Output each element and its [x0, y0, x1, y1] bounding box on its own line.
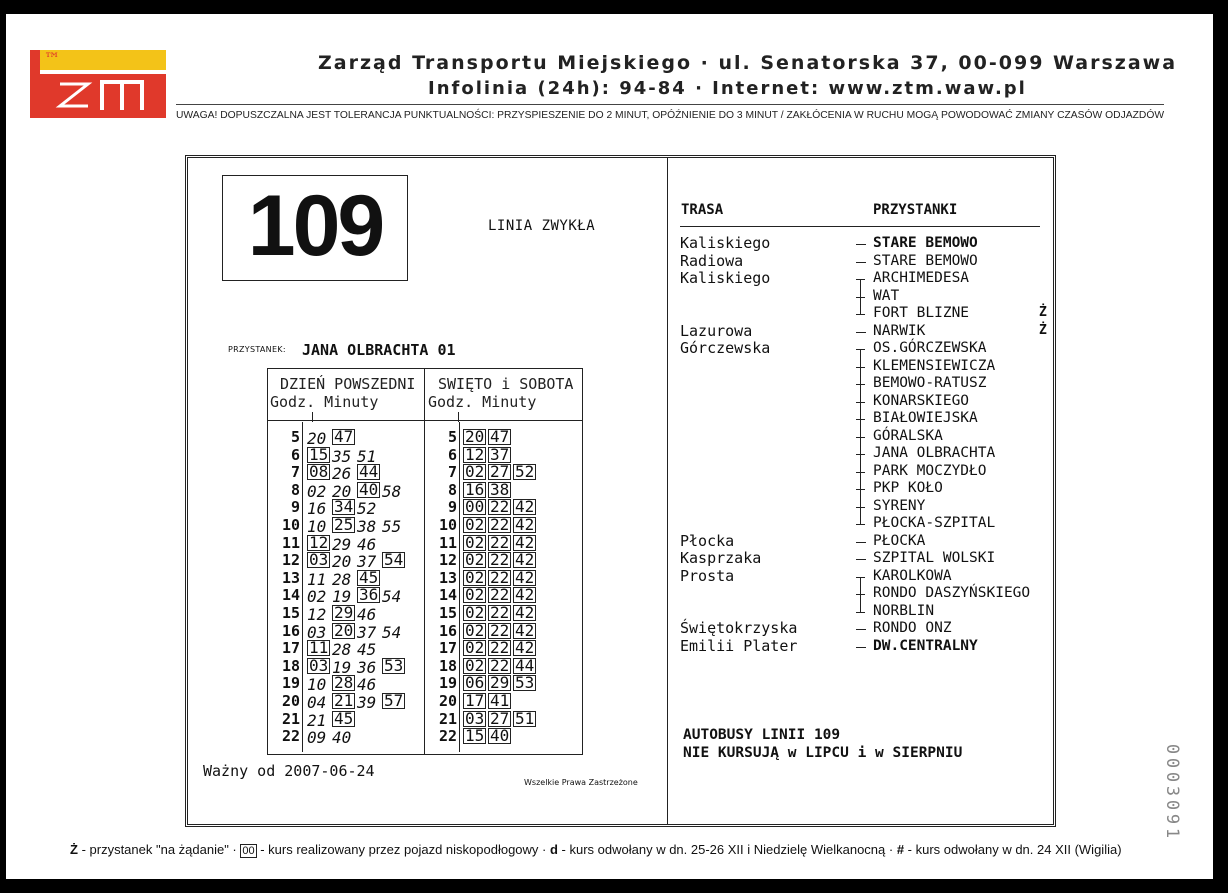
route-stop: PARK MOCZYDŁO	[873, 462, 987, 479]
line-type: LINIA ZWYKŁA	[488, 218, 596, 234]
departure-minute-low-floor: 03	[309, 655, 329, 675]
departure-minute: 46	[357, 675, 377, 695]
departure-minute-low-floor: 15	[309, 444, 329, 464]
departure-minute: 10	[307, 675, 327, 695]
departure-minute: 35	[332, 446, 352, 466]
route-stop: ARCHIMEDESA	[873, 270, 970, 286]
route-stop: GÓRALSKA	[873, 427, 943, 444]
serial-digit: 0	[1162, 743, 1182, 755]
route-stop: BIAŁOWIEJSKA	[873, 410, 978, 426]
departure-minute: 28	[332, 569, 352, 589]
departure-hour: 21	[438, 709, 457, 728]
departure-hour: 14	[281, 586, 300, 605]
departure-hour: 8	[447, 480, 457, 499]
route-connector	[856, 244, 866, 245]
departure-minute-low-floor: 42	[515, 497, 535, 517]
route-connector-tick	[856, 349, 865, 350]
departure-minute-low-floor: 36	[359, 585, 379, 605]
legend-z-text: - przystanek "na żądanie" ·	[77, 842, 241, 857]
departure-minute-low-floor: 29	[490, 673, 510, 693]
route-heading: TRASA	[681, 202, 724, 218]
departure-minute-low-floor: 11	[309, 638, 329, 658]
stop-label: PRZYSTANEK:	[228, 345, 286, 354]
departure-minute-low-floor: 29	[334, 603, 354, 622]
departure-minute-low-floor: 57	[384, 691, 404, 710]
departure-hour: 6	[290, 445, 300, 464]
scan-border-left	[0, 0, 6, 893]
departure-hour: 7	[447, 463, 457, 482]
route-street: Lazurowa	[680, 321, 753, 340]
org-address: Zarząd Transportu Miejskiego · ul. Senatorska 37, 00-099 Warszawa	[318, 52, 1178, 74]
route-stop: BEMOWO-RATUSZ	[873, 375, 987, 391]
route-street: Kaliskiego	[680, 269, 771, 287]
departure-minute: 54	[382, 622, 402, 642]
route-connector	[856, 262, 866, 263]
departure-minute-low-floor: 22	[490, 620, 510, 640]
departure-minute: 55	[382, 517, 402, 536]
departure-minute: 09	[307, 728, 327, 748]
departure-hour: 10	[281, 516, 300, 534]
route-connector	[856, 332, 866, 333]
route-connector-tick	[856, 402, 865, 403]
route-connector-tick	[856, 367, 865, 368]
route-header-divider	[680, 226, 1040, 227]
legend-hash-text: - kurs odwołany w dn. 24 XII (Wigilia)	[904, 842, 1122, 857]
departure-hour: 16	[281, 621, 300, 640]
departure-minute-low-floor: 34	[334, 497, 354, 517]
departure-hour: 16	[438, 621, 457, 640]
departure-minute: 11	[307, 569, 327, 589]
route-stop: STARE BEMOWO	[873, 235, 978, 251]
departure-minute-low-floor: 44	[359, 462, 379, 482]
departure-hour: 10	[438, 516, 457, 534]
departure-minute-low-floor: 21	[334, 691, 354, 710]
legend-box-text: - kurs realizowany przez pojazd niskopodłogowy ·	[256, 842, 550, 857]
punctuality-warning: UWAGA! DOPUSZCZALNA JEST TOLERANCJA PUNKTUALNOŚCI: PRZYSPIESZENIE DO 2 MINUT, OPÓŹNIENIE DO 3 MINUT / ZAKŁÓCENIA W RUCHU MOGĄ POWODOWAĆ ZMIANY CZASÓW ODJAZDÓW	[176, 110, 1165, 121]
departure-minute-low-floor: 40	[359, 479, 379, 499]
departure-hour: 22	[281, 727, 300, 746]
route-stop: WAT	[873, 287, 900, 304]
departure-minute-low-floor: 22	[490, 585, 510, 605]
departure-hour: 9	[290, 498, 300, 517]
departure-minute-low-floor: 25	[334, 515, 354, 534]
departure-minute-low-floor: 47	[334, 427, 354, 446]
route-stop: PŁOCKA	[873, 532, 926, 549]
holiday-subheading: Godz. Minuty	[428, 393, 537, 411]
departure-minute: 38	[357, 517, 377, 536]
route-connector-tick	[856, 419, 865, 420]
route-connector-tick	[856, 594, 865, 595]
departure-minute-low-floor: 42	[515, 585, 535, 605]
route-connector-tick	[856, 454, 865, 455]
departure-minute-low-floor: 15	[465, 726, 485, 746]
ztm-logo	[30, 50, 166, 118]
route-connector-tick	[856, 314, 865, 315]
table-header-divider	[267, 420, 583, 421]
departure-hour: 17	[281, 639, 300, 658]
departure-minute-low-floor: 42	[515, 620, 535, 640]
departure-hour: 21	[281, 709, 300, 728]
departure-minute-low-floor: 22	[490, 532, 510, 552]
departure-hour: 9	[447, 498, 457, 517]
serial-number	[1160, 742, 1184, 840]
route-street: Płocka	[680, 531, 735, 550]
departure-minute-low-floor: 02	[465, 638, 485, 658]
route-connector-tick	[856, 489, 865, 490]
route-connector-tick	[856, 507, 865, 508]
serial-digit: 0	[1162, 757, 1182, 769]
departure-minute-low-floor: 47	[490, 427, 510, 446]
departure-minute-low-floor: 02	[465, 620, 485, 640]
departure-minute-low-floor: 20	[334, 620, 354, 640]
departure-minute-low-floor: 02	[465, 567, 485, 587]
route-stop: DW.CENTRALNY	[873, 637, 978, 654]
departure-minute-low-floor: 22	[490, 567, 510, 587]
departure-minute: 37	[357, 622, 377, 642]
departure-minute: 19	[332, 657, 352, 677]
frame-divider	[667, 157, 668, 825]
route-connector-tick	[856, 297, 865, 298]
route-stop: RONDO DASZYŃSKIEGO	[873, 585, 1031, 601]
departure-hour: 7	[290, 463, 300, 482]
departure-minute: 10	[307, 517, 327, 536]
departure-minute-low-floor: 02	[465, 515, 485, 534]
departure-minute-low-floor: 54	[384, 550, 404, 570]
departure-minute: 37	[357, 552, 377, 572]
departure-minute: 03	[307, 622, 327, 642]
legend-d-symbol: d	[549, 842, 558, 857]
departure-minute-low-floor: 51	[515, 708, 535, 728]
departure-minute-low-floor: 12	[465, 444, 485, 464]
departure-minute-low-floor: 42	[515, 532, 535, 552]
legend-d-text: - kurs odwołany w dn. 25-26 XII i Niedzielę Wielkanocną ·	[557, 842, 897, 857]
serial-digit: 1	[1162, 827, 1182, 839]
departure-minute-low-floor: 44	[515, 655, 535, 675]
departure-minute: 12	[307, 605, 327, 624]
season-note-line2: NIE KURSUJĄ w LIPCU i w SIERPNIU	[683, 745, 963, 761]
departure-minute: 28	[332, 640, 352, 660]
departure-minute: 52	[357, 499, 377, 519]
departure-minute: 20	[332, 552, 352, 572]
route-street: Górczewska	[680, 339, 771, 357]
route-connector-tick	[856, 524, 865, 525]
departure-minute-low-floor: 02	[465, 532, 485, 552]
route-connector-tick	[856, 437, 865, 438]
departure-minute: 54	[382, 587, 402, 607]
departure-minute-low-floor: 02	[465, 550, 485, 570]
departure-minute-low-floor: 22	[490, 497, 510, 517]
departure-minute: 46	[357, 534, 377, 554]
departure-minute-low-floor: 41	[490, 691, 510, 710]
hour-tick	[458, 412, 459, 422]
departure-minute-low-floor: 42	[515, 603, 535, 622]
departure-minute-low-floor: 40	[490, 726, 510, 746]
table-column-divider	[424, 368, 425, 755]
departure-minute: 16	[307, 499, 327, 519]
departure-minute-low-floor: 22	[490, 515, 510, 534]
departure-minute: 19	[332, 587, 352, 607]
route-stop: NORBLIN	[873, 602, 935, 619]
departure-minute-low-floor: 06	[465, 673, 485, 693]
weekday-subheading: Godz. Minuty	[270, 393, 379, 411]
departure-minute: 40	[332, 728, 352, 748]
departure-minute: 58	[382, 481, 402, 501]
departure-minute: 51	[357, 446, 377, 466]
departure-hour: 20	[438, 692, 457, 710]
departure-hour: 19	[281, 674, 300, 693]
departure-minute-low-floor: 17	[465, 691, 485, 710]
scan-border-bottom	[0, 879, 1228, 893]
route-stop: JANA OLBRACHTA	[873, 445, 996, 461]
departure-minute-low-floor: 27	[490, 708, 510, 728]
departure-minute-low-floor: 16	[465, 479, 485, 499]
weekday-heading: DZIEŃ POWSZEDNI	[280, 375, 416, 393]
departure-minute: 21	[307, 710, 327, 730]
departure-hour: 14	[438, 586, 457, 605]
departure-minute: 02	[307, 481, 327, 501]
departure-minute: 29	[332, 534, 352, 554]
departure-minute: 04	[307, 693, 327, 712]
scan-border-right	[1213, 0, 1228, 893]
serial-digit: 0	[1162, 771, 1182, 783]
departure-hour: 20	[281, 692, 300, 710]
departure-hour: 18	[281, 656, 300, 675]
departure-minute-low-floor: 22	[490, 655, 510, 675]
departure-hour: 5	[447, 428, 457, 446]
route-stop: SZPITAL WOLSKI	[873, 550, 996, 566]
hour-column-rule	[459, 422, 460, 752]
route-connector	[856, 629, 866, 630]
departure-minute: 39	[357, 693, 377, 712]
departure-minute-low-floor: 52	[515, 462, 535, 482]
departure-minute-low-floor: 45	[359, 567, 379, 587]
departure-minute-low-floor: 42	[515, 567, 535, 587]
legend-z-symbol: Ż	[70, 842, 78, 857]
svg-text:™: ™	[44, 50, 60, 68]
legend-hash-symbol: #	[896, 842, 905, 857]
serial-digit: 0	[1162, 799, 1182, 811]
stops-heading: PRZYSTANKI	[873, 202, 958, 218]
route-street: Świętokrzyska	[680, 619, 798, 637]
route-stop: SYRENY	[873, 497, 926, 514]
route-connector	[856, 647, 866, 648]
departure-minute-low-floor: 02	[465, 585, 485, 605]
departure-minute: 46	[357, 605, 377, 624]
route-stop: NARWIK	[873, 322, 926, 339]
legend-footer	[70, 842, 1122, 857]
route-stop: KONARSKIEGO	[873, 392, 970, 409]
departure-minute-low-floor: 27	[490, 462, 510, 482]
departure-minute-low-floor: 38	[490, 479, 510, 499]
departure-hour: 17	[438, 639, 457, 658]
departure-hour: 5	[290, 428, 300, 446]
departure-hour: 11	[438, 533, 457, 552]
route-street: Radiowa	[680, 251, 744, 270]
route-connector-tick	[856, 279, 865, 280]
departure-minute-low-floor: 53	[515, 673, 535, 693]
departure-minute-low-floor: 22	[490, 550, 510, 570]
route-connector-tick	[856, 472, 865, 473]
departure-minute-low-floor: 03	[309, 550, 329, 570]
hour-tick	[312, 412, 313, 422]
season-note-line1: AUTOBUSY LINII 109	[683, 727, 841, 743]
route-stop: PŁOCKA-SZPITAL	[873, 515, 996, 531]
departure-minute-low-floor: 22	[490, 638, 510, 658]
route-connector-tick	[856, 577, 865, 578]
on-request-flag: Ż	[1039, 305, 1047, 320]
route-street: Prosta	[680, 566, 735, 585]
route-connector-tick	[856, 384, 865, 385]
departure-minute-low-floor: 08	[309, 462, 329, 482]
route-stop: KLEMENSIEWICZA	[873, 357, 996, 374]
departure-hour: 13	[438, 568, 457, 587]
departure-minute-low-floor: 53	[384, 655, 404, 675]
departure-minute: 20	[332, 481, 352, 501]
route-stop: STARE BEMOWO	[873, 252, 978, 269]
departure-hour: 19	[438, 674, 457, 693]
departure-hour: 22	[438, 727, 457, 746]
stop-name: JANA OLBRACHTA 01	[302, 341, 456, 359]
departure-minute-low-floor: 42	[515, 638, 535, 658]
valid-from: Ważny od 2007-06-24	[203, 762, 375, 780]
departure-hour: 8	[290, 480, 300, 499]
departure-minute-low-floor: 22	[490, 603, 510, 622]
scan-border-top	[0, 0, 1228, 14]
departure-hour: 13	[281, 568, 300, 587]
copyright-note: Wszelkie Prawa Zastrzeżone	[524, 778, 638, 787]
departure-minute-low-floor: 20	[465, 427, 485, 446]
departure-minute-low-floor: 02	[465, 462, 485, 482]
departure-minute-low-floor: 00	[465, 497, 485, 517]
departure-minute: 45	[357, 640, 377, 660]
departure-hour: 6	[447, 445, 457, 464]
contact-info: Infolinia (24h): 94-84 · Internet: www.ztm.waw.pl	[428, 78, 1027, 99]
departure-hour: 12	[281, 551, 300, 570]
serial-digit: 9	[1162, 813, 1182, 825]
departure-minute: 36	[357, 657, 377, 677]
departure-hour: 15	[438, 604, 457, 622]
legend-box-symbol: 00	[242, 845, 255, 857]
route-stop: FORT BLIZNE	[873, 305, 970, 321]
route-street: Kasprzaka	[680, 549, 762, 567]
departure-hour: 11	[281, 533, 300, 552]
departure-minute-low-floor: 02	[465, 655, 485, 675]
departure-hour: 15	[281, 604, 300, 622]
route-stop: KAROLKOWA	[873, 567, 952, 584]
route-street: Emilii Plater	[680, 636, 798, 655]
departure-minute-low-floor: 28	[334, 673, 354, 693]
departure-minute-low-floor: 37	[490, 444, 510, 464]
route-connector	[856, 559, 866, 560]
departure-minute-low-floor: 02	[465, 603, 485, 622]
header-divider	[176, 104, 1164, 105]
departure-minute-low-floor: 42	[515, 515, 535, 534]
route-street: Kaliskiego	[680, 234, 771, 252]
route-stop: RONDO ONZ	[873, 620, 952, 636]
departure-minute: 20	[307, 429, 327, 448]
departure-minute-low-floor: 42	[515, 550, 535, 570]
departure-minute-low-floor: 03	[465, 708, 485, 728]
serial-digit: 3	[1162, 785, 1182, 797]
holiday-heading: SWIĘTO i SOBOTA	[438, 375, 574, 393]
departure-minute-low-floor: 45	[334, 708, 354, 728]
hour-column-rule	[302, 422, 303, 752]
route-stop: PKP KOŁO	[873, 480, 943, 496]
departure-minute: 26	[332, 464, 352, 484]
route-connector	[856, 542, 866, 543]
departure-minute: 02	[307, 587, 327, 607]
route-connector-tick	[856, 612, 865, 613]
route-number: 109	[247, 178, 383, 274]
route-stop: OS.GÓRCZEWSKA	[873, 340, 987, 356]
departure-hour: 12	[438, 551, 457, 570]
departure-hour: 18	[438, 656, 457, 675]
on-request-flag: Ż	[1039, 322, 1047, 338]
departure-minute-low-floor: 12	[309, 532, 329, 552]
